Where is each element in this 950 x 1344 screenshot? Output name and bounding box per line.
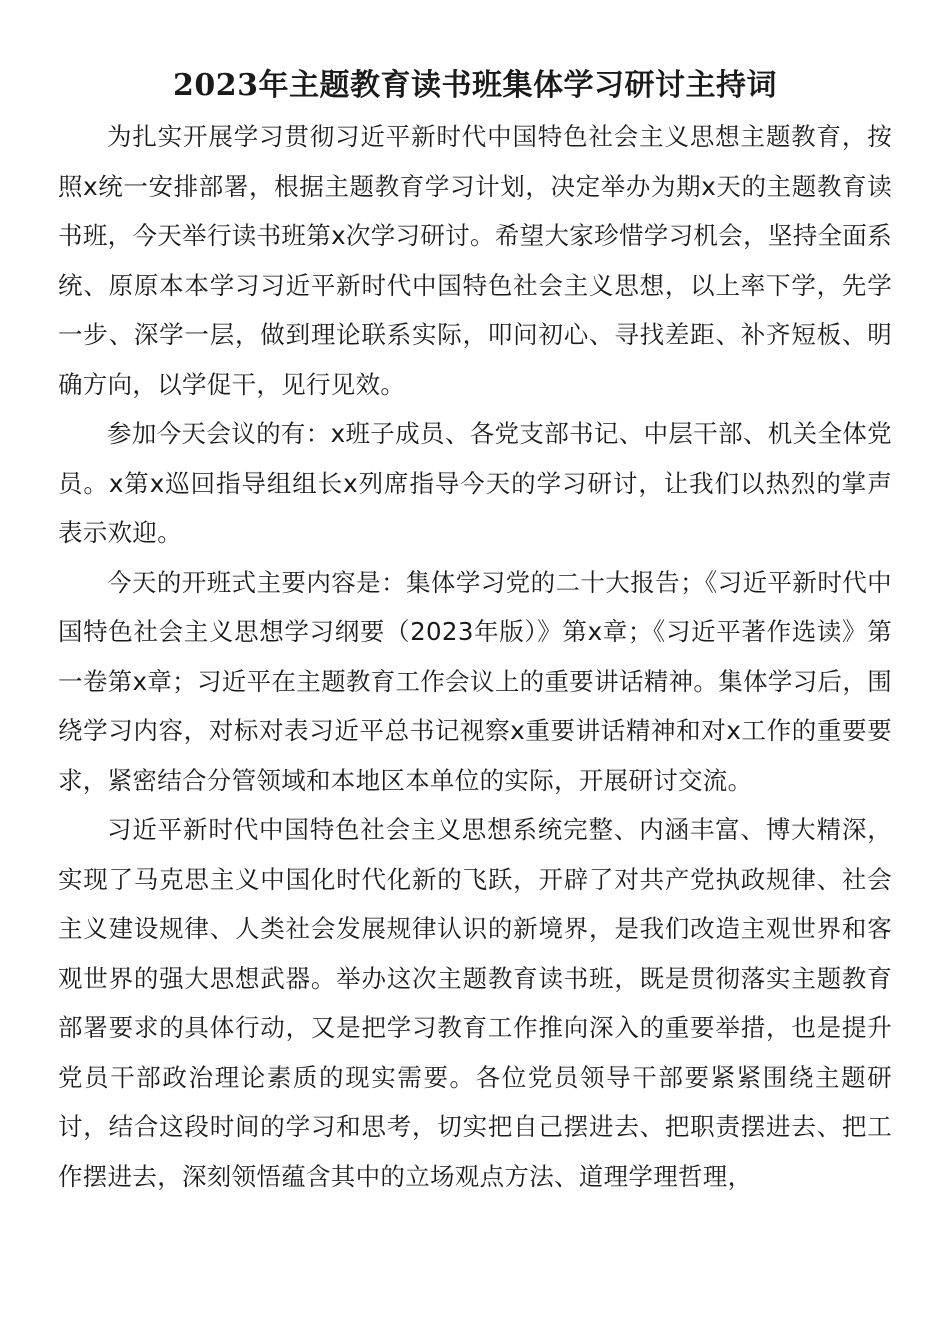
document-title: 2023年主题教育读书班集体学习研讨主持词 [173,68,777,103]
paragraph-attendees: 参加今天会议的有：x班子成员、各党支部书记、中层干部、机关全体党员。x第x巡回指导组组长x列席指导今天的学习研讨，让我们以热烈的掌声表示欢迎。 [58,419,892,547]
paragraph-intro: 为扎实开展学习贯彻习近平新时代中国特色社会主义思想主题教育，按照x统一安排部署，根据主题教育学习计划，决定举办为期x天的主题教育读书班，今天举行读书班第x次学习研讨。希望大家珍惜学习机会，坚持全面系统、原原本本学习习近平新时代中国特色社会主义思想，以上率下学，先学一步、深学一层，做到理论联系实际，叩问初心、寻找差距、补齐短板、明确方向，以学促干，见行见效。 [58,122,892,399]
document-page [58,62,892,1201]
paragraph-significance: 习近平新时代中国特色社会主义思想系统完整、内涵丰富、博大精深，实现了马克思主义中国化时代化新的飞跃，开辟了对共产党执政规律、社会主义建设规律、人类社会发展规律认识的新境界，是我们改造主观世界和客观世界的强大思想武器。举办这次主题教育读书班，既是贯彻落实主题教育部署要求的具体行动，又是把学习教育工作推向深入的重要举措，也是提升党员干部政治理论素质的现实需要。各位党员领导干部要紧紧围绕主题研讨，结合这段时间的学习和思考，切实把自己摆进去、把职责摆进去、把工作摆进去，深刻领悟蕴含其中的立场观点方法、道理学理哲理， [58,815,892,1191]
paragraph-agenda: 今天的开班式主要内容是：集体学习党的二十大报告；《习近平新时代中国特色社会主义思想学习纲要（2023年版）》第x章；《习近平著作选读》第一卷第x章；习近平在主题教育工作会议上的重要讲话精神。集体学习后，围绕学习内容，对标对表习近平总书记视察x重要讲话精神和对x工作的重要要求，紧密结合分管领域和本地区本单位的实际，开展研讨交流。 [58,567,892,795]
